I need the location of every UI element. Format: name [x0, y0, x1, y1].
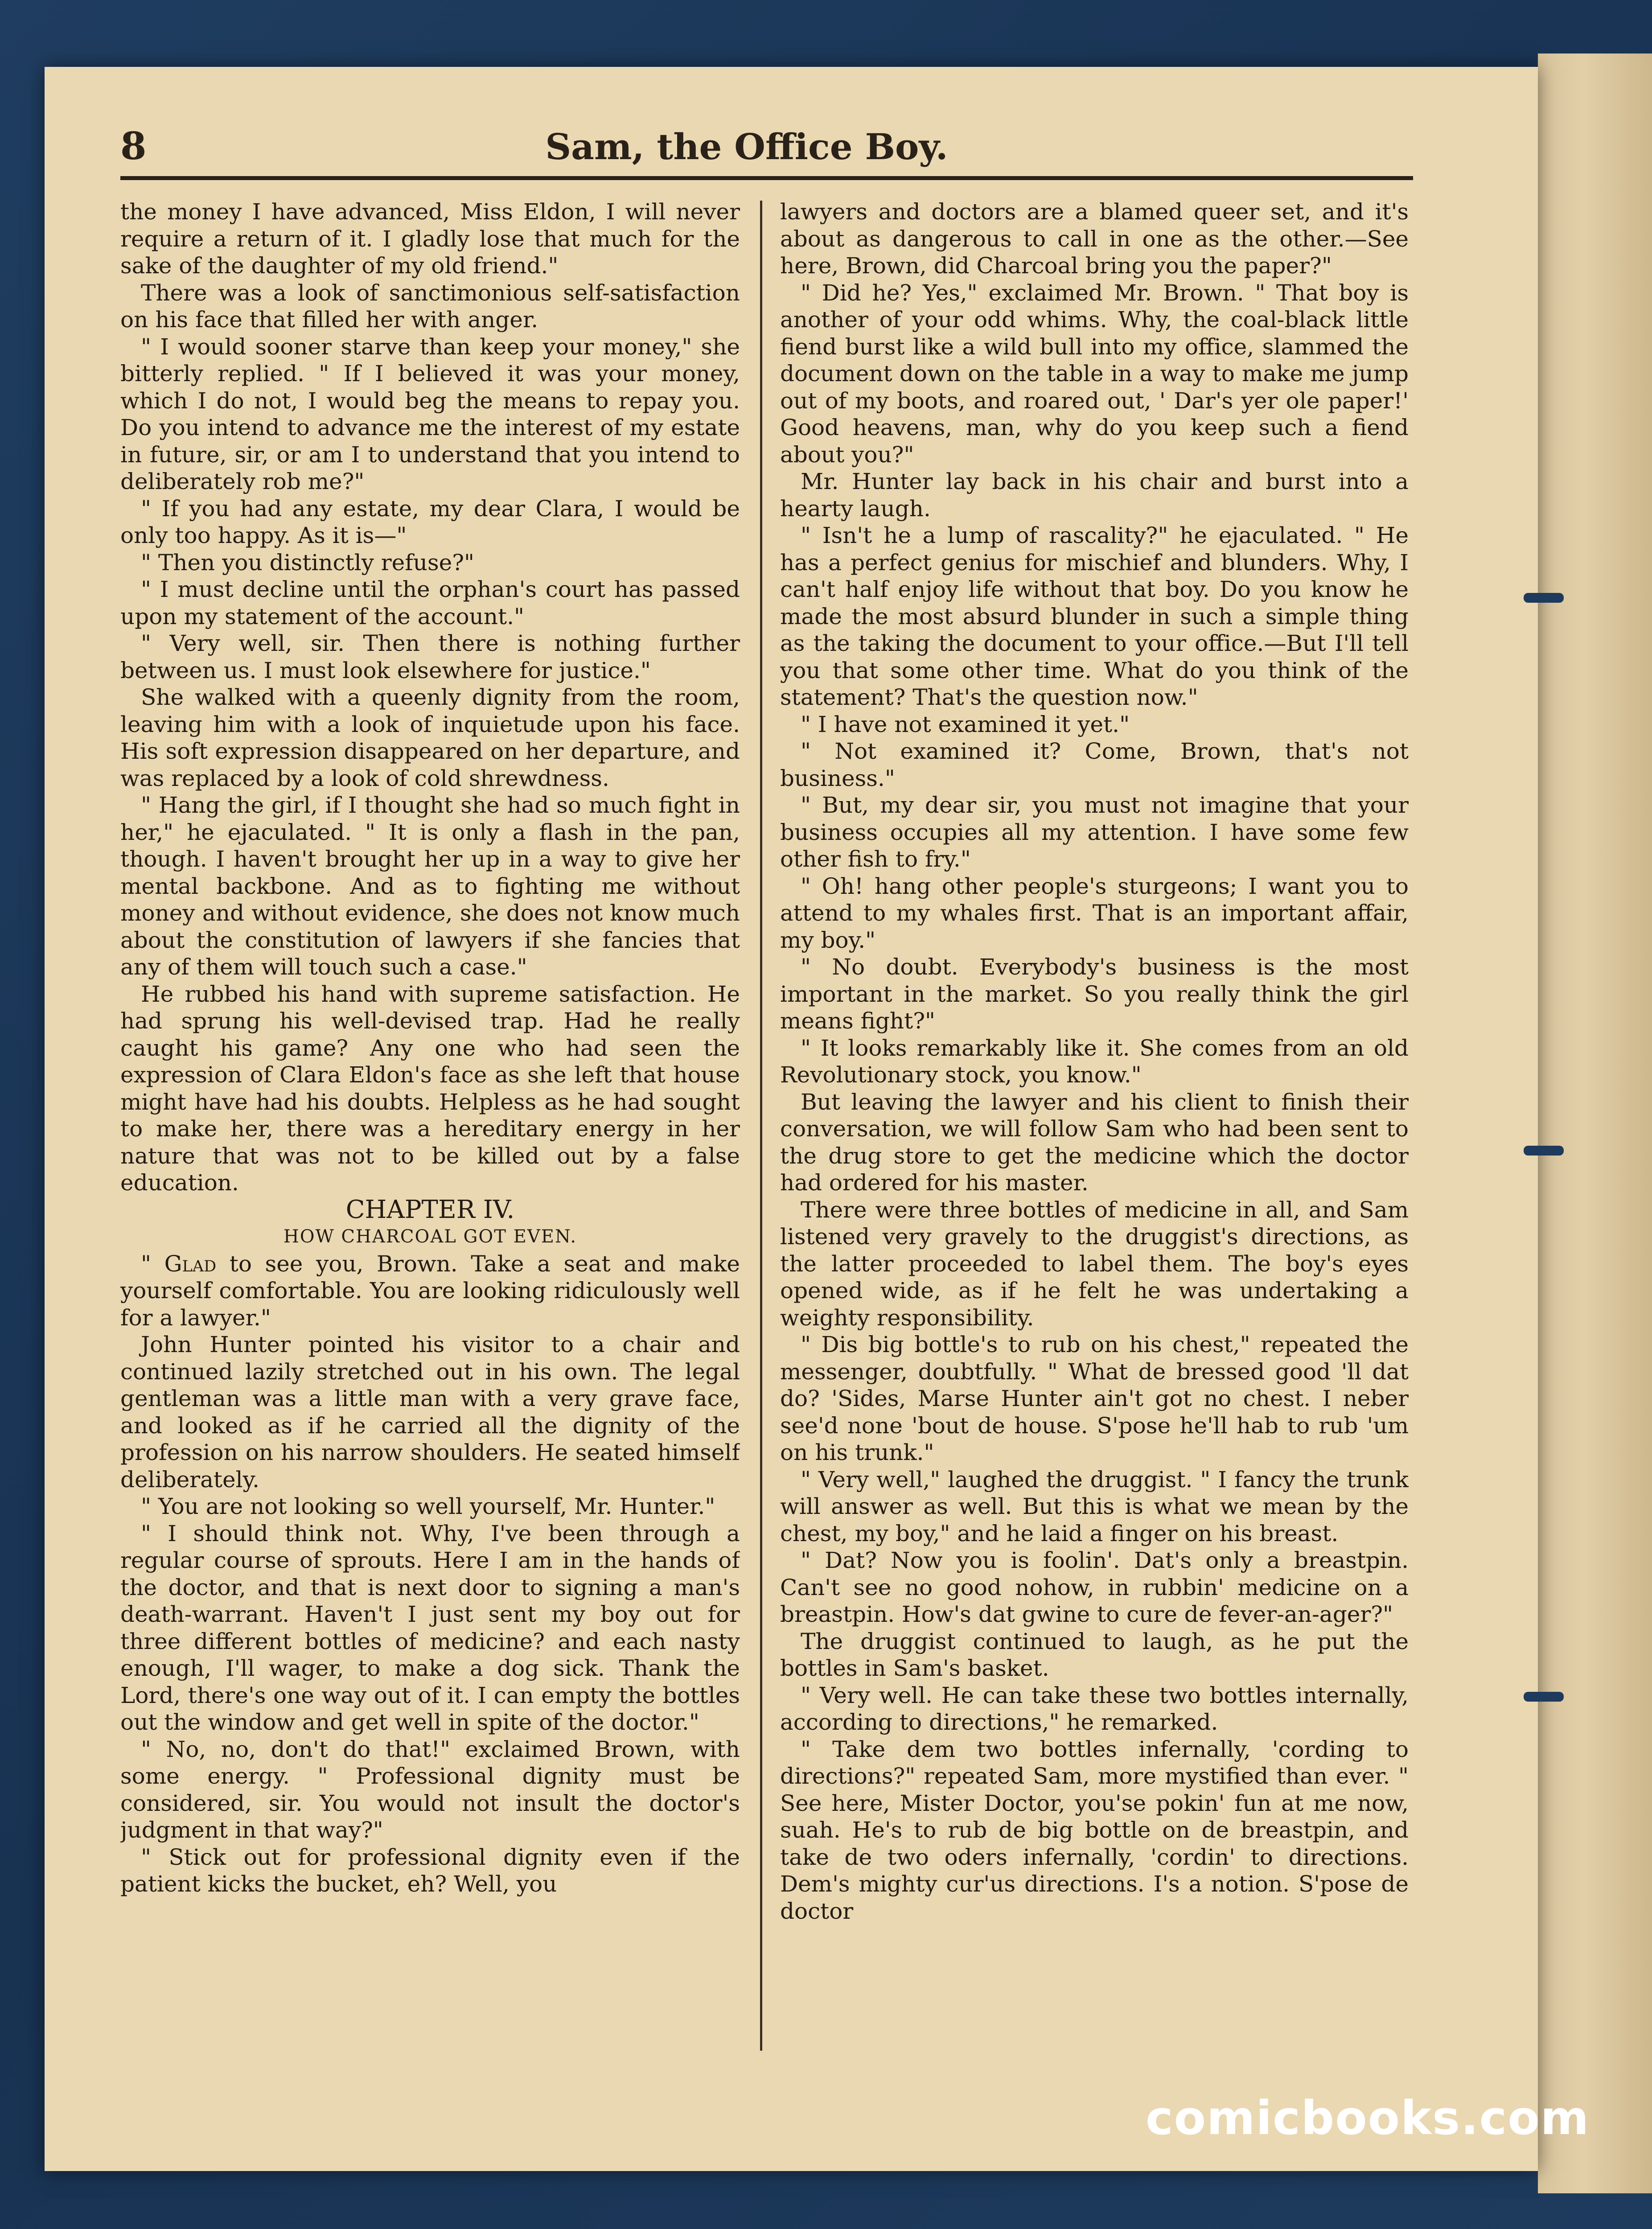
paragraph: " No doubt. Everybody's business is the most important in the market. So you really think the girl means fight?" — [780, 954, 1409, 1034]
paragraph: But leaving the lawyer and his client to finish their conversation, we will follow Sam who had been sent to the drug store to get the medicine which the doctor had ordered for his master. — [780, 1089, 1409, 1196]
paragraph: " Dat? Now you is foolin'. Dat's only a breastpin. Can't see no good nohow, in rubbin' medicine on a breastpin. How's dat gwine to cure de fever-an-ager?" — [780, 1547, 1409, 1627]
paragraph: lawyers and doctors are a blamed queer set, and it's about as dangerous to call in one as the other.—See here, Brown, did Charcoal bring you the paper?" — [780, 199, 1409, 279]
paragraph: " Isn't he a lump of rascality?" he ejaculated. " He has a perfect genius for mischief and blunders. Why, I can't half enjoy life without that boy. Do you know he made the most absurd blunder in such a simple thing as the taking the document to your office.—But I'll tell you that some other time. What do you think of the statement? That's the question now." — [780, 522, 1409, 710]
paragraph: " Very well. He can take these two bottles internally, according to directions," he remarked. — [780, 1682, 1409, 1735]
paragraph: " Stick out for professional dignity even if the patient kicks the bucket, eh? Well, you — [120, 1844, 740, 1897]
adjacent-page-edge — [1538, 53, 1652, 2193]
chapter-title: CHAPTER IV. — [345, 1195, 515, 1224]
paragraph: " Hang the girl, if I thought she had so much fight in her," he ejaculated. " It is only a flash in the pan, though. I haven't brought her up in a way to give her mental backbone. And as to fighting me without money and without evidence, she does not know much about the constitution of lawyers if she fancies that any of them will touch such a case." — [120, 792, 740, 980]
paragraph: The druggist continued to laugh, as he put the bottles in Sam's basket. — [780, 1628, 1409, 1681]
page-number: 8 — [120, 124, 147, 168]
paragraph: Mr. Hunter lay back in his chair and burst into a hearty laugh. — [780, 469, 1409, 522]
paragraph: " If you had any estate, my dear Clara, I would be only too happy. As it is—" — [120, 495, 740, 548]
paragraph: " Did he? Yes," exclaimed Mr. Brown. " That boy is another of your odd whims. Why, the coal-black little fiend burst like a wild bull into my office, slammed the document down on the table in a way to make me jump out of my boots, and roared out, ' Dar's yer ole paper!' Good heavens, man, why do you keep such a fiend about you?" — [780, 280, 1409, 468]
paragraph-text: to see you, Brown. Take a seat and make yourself comfortable. You are looking ridiculously well for a lawyer." — [120, 1250, 740, 1331]
left-column — [120, 198, 740, 2048]
paragraph: " I must decline until the orphan's court has passed upon my statement of the account." — [120, 576, 740, 629]
header-rule — [120, 176, 1413, 180]
paragraph: " Not examined it? Come, Brown, that's not business." — [780, 738, 1409, 791]
chapter-subtitle: HOW CHARCOAL GOT EVEN. — [283, 1226, 577, 1247]
paragraph: " Oh! hang other people's sturgeons; I want you to attend to my whales first. That is an important affair, my boy." — [780, 873, 1409, 953]
chapter-opening-words: " Glad — [141, 1250, 217, 1277]
paragraph: the money I have advanced, Miss Eldon, I will never require a return of it. I gladly lose that much for the sake of the daughter of my old friend." — [120, 199, 740, 279]
paragraph: There was a look of sanctimonious self-satisfaction on his face that filled her with anger. — [120, 280, 740, 333]
paragraph: She walked with a queenly dignity from the room, leaving him with a look of inquietude upon his face. His soft expression disappeared on her departure, and was replaced by a look of cold shrewdness. — [120, 684, 740, 791]
paragraph: " Dis big bottle's to rub on his chest," repeated the messenger, doubtfully. " What de bressed good 'll dat do? 'Sides, Marse Hunter ain't got no chest. I neber see'd none 'bout de house. S'pose he'll hab to rub 'um on his trunk." — [780, 1332, 1409, 1465]
right-column — [780, 198, 1409, 2048]
watermark-logo: comicbooks.com — [1146, 2091, 1590, 2145]
paragraph: " You are not looking so well yourself, Mr. Hunter." — [141, 1493, 715, 1519]
binding-stitch — [1524, 593, 1564, 603]
paragraph — [120, 1250, 740, 1332]
binding-stitch — [1524, 1146, 1564, 1156]
paragraph: There were three bottles of medicine in all, and Sam listened very gravely to the druggist's directions, as the latter proceeded to label them. The boy's eyes opened wide, as if he felt he was undertaking a weighty responsibility. — [780, 1197, 1409, 1331]
paragraph: " Then you distinctly refuse?" — [141, 549, 474, 576]
paragraph: " I should think not. Why, I've been through a regular course of sprouts. Here I am in the hands of the doctor, and that is next door to signing a man's death-warrant. Haven't I just sent my boy out for three different bottles of medicine? and each nasty enough, I'll wager, to make a dog sick. Thank the Lord, there's one way out of it. I can empty the bottles out the window and get well in spite of the doctor." — [120, 1520, 740, 1735]
binding-stitch — [1524, 1692, 1564, 1702]
paragraph: John Hunter pointed his visitor to a chair and continued lazily stretched out in his own. The legal gentleman was a little man with a very grave face, and looked as if he carried all the dignity of the profession on his narrow shoulders. He seated himself deliberately. — [120, 1332, 740, 1493]
paragraph: " No, no, don't do that!" exclaimed Brown, with some energy. " Professional dignity must be considered, sir. You would not insult the doctor's judgment in that way?" — [120, 1736, 740, 1843]
paragraph: " I would sooner starve than keep your money," she bitterly replied. " If I believed it was your money, which I do not, I would beg the means to repay you. Do you intend to advance me the interest of my estate in future, sir, or am I to understand that you intend to deliberately rob me?" — [120, 333, 740, 494]
paragraph: " Take dem two bottles infernally, 'cording to directions?" repeated Sam, more mystified than ever. " See here, Mister Doctor, you'se pokin' fun at me now, suah. He's to rub de big bottle on de breastpin, and take de two oders infernally, 'cordin' to directions. Dem's mighty cur'us directions. I's a notion. S'pose de doctor — [780, 1736, 1409, 1924]
paragraph: He rubbed his hand with supreme satisfaction. He had sprung his well-devised trap. Had he really caught his game? Any one who had seen the expression of Clara Eldon's face as she left that house might have had his doubts. Helpless as he had sought to make her, there was a hereditary energy in her nature that was not to be killed out by a false education. — [120, 981, 740, 1196]
paragraph: " Very well, sir. Then there is nothing further between us. I must look elsewhere for justice." — [120, 630, 740, 683]
paragraph: " But, my dear sir, you must not imagine that your business occupies all my attention. I have some few other fish to fry." — [780, 792, 1409, 872]
column-divider — [760, 201, 762, 2051]
paragraph: " I have not examined it yet." — [801, 711, 1130, 737]
running-title: Sam, the Office Boy. — [545, 126, 948, 168]
paragraph: " It looks remarkably like it. She comes from an old Revolutionary stock, you know." — [780, 1035, 1409, 1088]
paragraph: " Very well," laughed the druggist. " I fancy the trunk will answer as well. But this is what we mean by the chest, my boy," and he laid a finger on his breast. — [780, 1466, 1409, 1546]
